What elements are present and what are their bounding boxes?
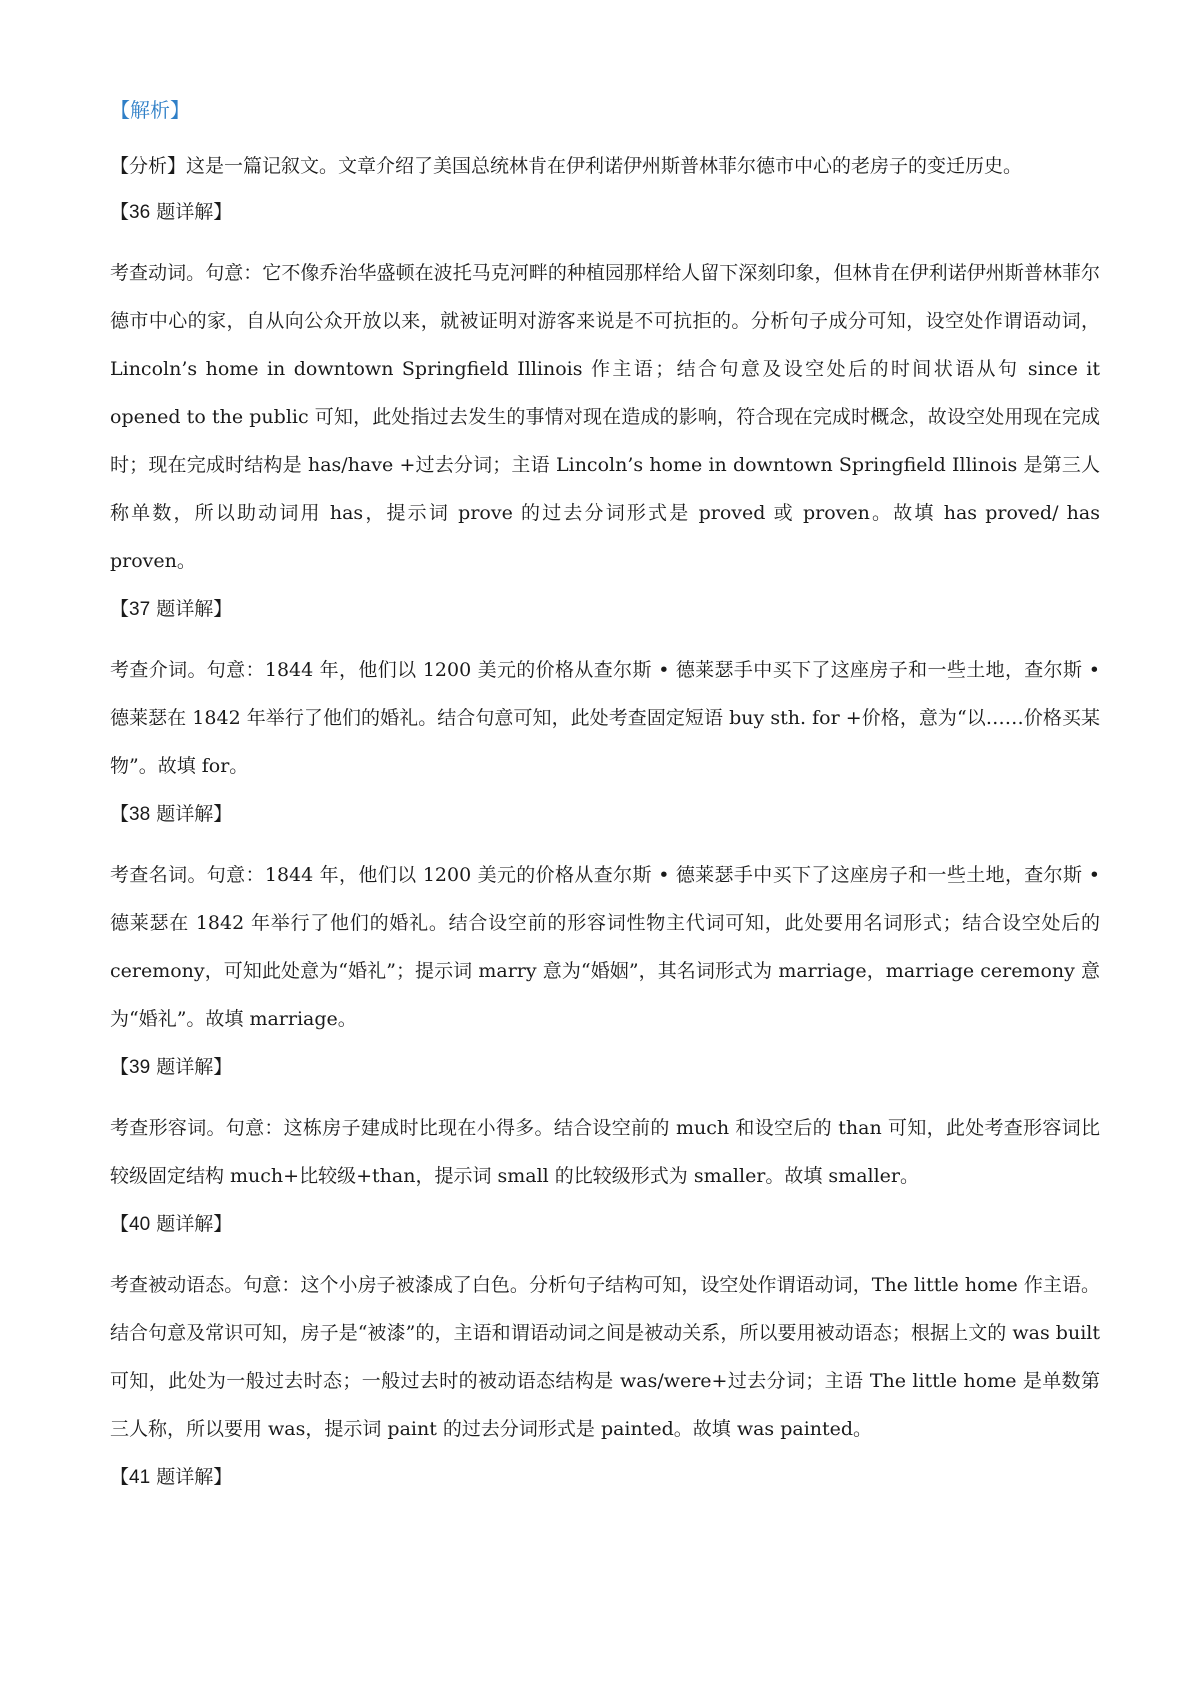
item-body: 考查名词。句意：1844 年，他们以 1200 美元的价格从查尔斯 • 德莱瑟手中买下了这座房子和一些土地，查尔斯 • 德莱瑟在 1842 年举行了他们的婚礼。结合设空前的形容词性物主代词可知，此处要用名词形式；结合设空处后的 ceremony，可知此处意为“婚礼”；提示词 marry 意为“婚姻”，其名词形式为 marriage，marriage ceremony 意为“婚礼”。故填 marriage。 bbox=[110, 864, 1100, 1030]
analysis-paragraph: 【分析】这是一篇记叙文。文章介绍了美国总统林肯在伊利诺伊州斯普林菲尔德市中心的老房子的变迁历史。 bbox=[110, 155, 1023, 177]
item-heading: 【39 题详解】 bbox=[110, 1056, 233, 1078]
item-heading: 【40 题详解】 bbox=[110, 1213, 233, 1235]
explanation-item bbox=[110, 198, 1100, 585]
explanation-item bbox=[110, 1053, 1100, 1200]
item-heading: 【38 题详解】 bbox=[110, 803, 233, 825]
document-page bbox=[110, 96, 1100, 1514]
item-heading: 【37 题详解】 bbox=[110, 598, 233, 620]
explanation-item bbox=[110, 595, 1100, 790]
item-heading: 【36 题详解】 bbox=[110, 201, 233, 223]
explanation-item bbox=[110, 800, 1100, 1043]
item-body: 考查动词。句意：它不像乔治华盛顿在波托马克河畔的种植园那样给人留下深刻印象，但林肯在伊利诺伊州斯普林菲尔德市中心的家，自从向公众开放以来，就被证明对游客来说是不可抗拒的。分析句子成分可知，设空处作谓语动词，Lincoln’s home in downtown Springfield Illinois 作主语；结合句意及设空处后的时间状语从句 since it opened to the public 可知，此处指过去发生的事情对现在造成的影响，符合现在完成时概念，故设空处用现在完成时；现在完成时结构是 has/have +过去分词；主语 Lincoln’s home in downtown Springfield Illinois 是第三人称单数，所以助动词用 has，提示词 prove 的过去分词形式是 proved 或 proven。故填 has proved/ has proven。 bbox=[110, 262, 1100, 572]
section-tag: 【解析】 bbox=[110, 98, 190, 122]
item-body: 考查介词。句意：1844 年，他们以 1200 美元的价格从查尔斯 • 德莱瑟手中买下了这座房子和一些土地，查尔斯 • 德莱瑟在 1842 年举行了他们的婚礼。结合句意可知，此处考查固定短语 buy sth. for +价格，意为“以……价格买某物”。故填 for。 bbox=[110, 659, 1100, 777]
item-heading: 【41 题详解】 bbox=[110, 1466, 233, 1488]
explanation-item bbox=[110, 1210, 1100, 1453]
item-body: 考查被动语态。句意：这个小房子被漆成了白色。分析句子结构可知，设空处作谓语动词，The little home 作主语。结合句意及常识可知，房子是“被漆”的，主语和谓语动词之间是被动关系，所以要用被动语态；根据上文的 was built 可知，此处为一般过去时态；一般过去时的被动语态结构是 was/were+过去分词；主语 The little home 是单数第三人称，所以要用 was，提示词 paint 的过去分词形式是 painted。故填 was painted。 bbox=[110, 1274, 1100, 1440]
explanation-item bbox=[110, 1463, 1100, 1492]
item-body: 考查形容词。句意：这栋房子建成时比现在小得多。结合设空前的 much 和设空后的 than 可知，此处考查形容词比较级固定结构 much+比较级+than，提示词 small 的比较级形式为 smaller。故填 smaller。 bbox=[110, 1117, 1100, 1187]
